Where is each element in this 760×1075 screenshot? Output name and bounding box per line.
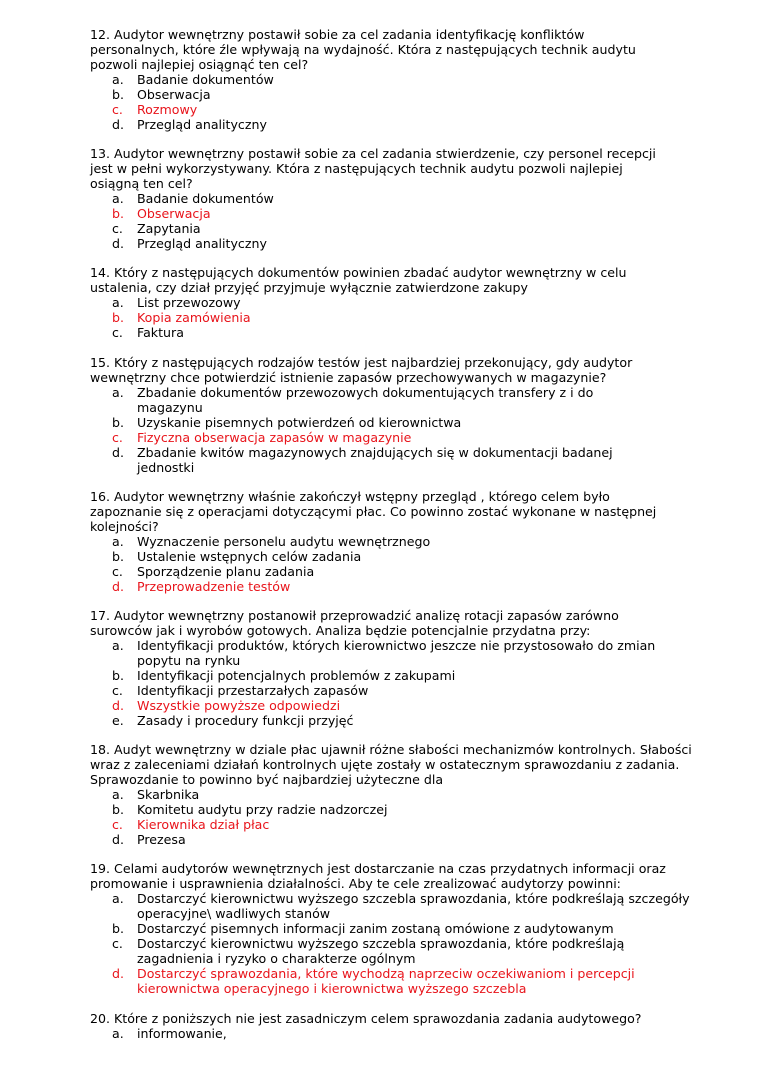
option-letter: b. xyxy=(112,921,124,937)
answer-option xyxy=(90,325,710,340)
option-text: Wyznaczenie personelu audytu wewnętrznego xyxy=(137,533,431,549)
answer-option xyxy=(90,1026,710,1041)
correct-answer-option xyxy=(90,817,710,832)
option-letter: d. xyxy=(112,117,124,132)
option-text: jednostki xyxy=(137,459,195,475)
question-text-line: surowców jak i wyrobów gotowych. Analiza będzie potencjalnie przydatna przy: xyxy=(90,622,591,638)
correct-answer-option xyxy=(90,698,710,713)
question-text-line: kolejności? xyxy=(90,518,159,534)
question-text-line: personalnych, które źle wpływają na wydajność. Która z następujących technik audytu xyxy=(90,42,636,57)
option-text: Dostarczyć pisemnych informacji zanim zostaną omówione z audytowanym xyxy=(137,921,614,937)
answer-option xyxy=(90,683,710,698)
answer-options-list xyxy=(90,385,710,475)
option-letter: a. xyxy=(112,637,124,653)
option-text: Kierownika dział płac xyxy=(137,817,270,833)
option-text: Dostarczyć sprawozdania, które wychodzą naprzeciw oczekiwaniom i percepcji xyxy=(137,966,635,982)
option-letter: a. xyxy=(112,533,124,549)
option-text: popytu na rynku xyxy=(137,652,241,668)
document-page xyxy=(90,27,710,1055)
question-text-line: Sprawozdanie to powinno być najbardziej użyteczne dla xyxy=(90,772,444,788)
question-text-line: 20. Które z poniższych nie jest zasadniczym celem sprawozdania zadania audytowego? xyxy=(90,1010,642,1026)
answer-option xyxy=(90,653,710,668)
answer-option xyxy=(90,668,710,683)
option-letter: b. xyxy=(112,206,124,222)
answer-options-list xyxy=(90,295,710,340)
option-text: Faktura xyxy=(137,325,184,341)
question-text-line: ustalenia, czy dział przyjęć przyjmuje wyłącznie zatwierdzone zakupy xyxy=(90,280,528,296)
correct-answer-option xyxy=(90,310,710,325)
question-block xyxy=(90,146,710,251)
option-letter: a. xyxy=(112,295,124,311)
option-letter: c. xyxy=(112,682,123,698)
answer-option xyxy=(90,72,710,87)
question-text-line: zapoznanie się z operacjami dotyczącymi płac. Co powinno zostać wykonane w następnej xyxy=(90,503,657,519)
question-block xyxy=(90,355,710,475)
question-block xyxy=(90,265,710,340)
option-letter: d. xyxy=(112,236,124,252)
question-text-line: 16. Audytor wewnętrzny właśnie zakończył wstępny przegląd , którego celem było xyxy=(90,488,610,504)
option-letter: c. xyxy=(112,936,123,952)
answer-options-list xyxy=(90,534,710,594)
option-letter: c. xyxy=(112,817,123,833)
option-text: Identyfikacji produktów, których kierownictwo jeszcze nie przystosowało do zmian xyxy=(137,637,656,653)
option-letter: d. xyxy=(112,966,124,982)
answer-option xyxy=(90,87,710,102)
option-text: List przewozowy xyxy=(137,295,241,311)
answer-options-list xyxy=(90,787,710,847)
answer-option xyxy=(90,400,710,415)
answer-option xyxy=(90,415,710,430)
answer-option xyxy=(90,906,710,921)
option-letter: d. xyxy=(112,444,124,460)
answer-option xyxy=(90,638,710,653)
option-letter: b. xyxy=(112,414,124,430)
answer-option xyxy=(90,936,710,951)
option-text: Sporządzenie planu zadania xyxy=(137,563,315,579)
answer-option xyxy=(90,460,710,475)
question-text-line: 17. Audytor wewnętrzny postanowił przeprowadzić analizę rotacji zapasów zarówno xyxy=(90,607,619,623)
option-text: Obserwacja xyxy=(137,206,211,222)
option-text: Fizyczna obserwacja zapasów w magazynie xyxy=(137,429,412,445)
option-letter: e. xyxy=(112,712,124,728)
option-letter: c. xyxy=(112,102,123,117)
option-letter: a. xyxy=(112,787,124,803)
option-letter: a. xyxy=(112,72,124,87)
option-text: Zasady i procedury funkcji przyjęć xyxy=(137,712,354,728)
answer-options-list xyxy=(90,1026,710,1041)
option-letter: c. xyxy=(112,429,123,445)
option-letter: c. xyxy=(112,563,123,579)
question-text-line: 13. Audytor wewnętrzny postawił sobie za cel zadania stwierdzenie, czy personel recepcji xyxy=(90,146,656,162)
answer-option xyxy=(90,445,710,460)
answer-option xyxy=(90,787,710,802)
question-block xyxy=(90,1011,710,1041)
option-text: Wszystkie powyższe odpowiedzi xyxy=(137,697,341,713)
option-letter: d. xyxy=(112,832,124,848)
question-text-line: 14. Który z następujących dokumentów powinien zbadać audytor wewnętrzny w celu xyxy=(90,265,627,281)
option-text: operacyjne\ wadliwych stanów xyxy=(137,906,331,922)
option-letter: b. xyxy=(112,310,124,326)
option-text: Skarbnika xyxy=(137,787,200,803)
option-text: Zbadanie dokumentów przewozowych dokumentujących transfery z i do xyxy=(137,384,594,400)
option-text: Przegląd analityczny xyxy=(137,117,267,132)
option-text: kierownictwa operacyjnego i kierownictwa wyższego szczebla xyxy=(137,981,527,997)
answer-option xyxy=(90,191,710,206)
option-letter: a. xyxy=(112,384,124,400)
option-text: Uzyskanie pisemnych potwierdzeń od kierownictwa xyxy=(137,414,462,430)
answer-option xyxy=(90,921,710,936)
correct-answer-option xyxy=(90,981,710,996)
option-text: Rozmowy xyxy=(137,102,198,117)
answer-option xyxy=(90,549,710,564)
answer-option xyxy=(90,832,710,847)
answer-options-list xyxy=(90,891,710,996)
option-letter: a. xyxy=(112,191,124,207)
correct-answer-option xyxy=(90,430,710,445)
answer-option xyxy=(90,295,710,310)
option-text: Badanie dokumentów xyxy=(137,72,274,87)
option-text: Identyfikacji przestarzałych zapasów xyxy=(137,682,369,698)
option-text: Dostarczyć kierownictwu wyższego szczebla sprawozdania, które podkreślają szczegóły xyxy=(137,891,690,907)
question-text-line: 19. Celami audytorów wewnętrznych jest dostarczanie na czas przydatnych informacji oraz xyxy=(90,861,666,877)
answer-option xyxy=(90,221,710,236)
option-letter: a. xyxy=(112,891,124,907)
answer-option xyxy=(90,951,710,966)
option-text: Przeprowadzenie testów xyxy=(137,578,291,594)
option-letter: d. xyxy=(112,578,124,594)
option-text: Przegląd analityczny xyxy=(137,236,267,252)
question-block xyxy=(90,27,710,132)
answer-option xyxy=(90,564,710,579)
correct-answer-option xyxy=(90,966,710,981)
answer-option xyxy=(90,713,710,728)
answer-options-list xyxy=(90,638,710,728)
option-letter: c. xyxy=(112,325,123,341)
option-text: Zapytania xyxy=(137,221,201,237)
question-block xyxy=(90,861,710,996)
option-text: informowanie, xyxy=(137,1025,227,1041)
option-letter: c. xyxy=(112,221,123,237)
question-text-line: 15. Który z następujących rodzajów testów jest najbardziej przekonujący, gdy audytor xyxy=(90,354,633,370)
option-text: magazynu xyxy=(137,399,203,415)
correct-answer-option xyxy=(90,206,710,221)
answer-option xyxy=(90,891,710,906)
option-letter: d. xyxy=(112,697,124,713)
option-letter: b. xyxy=(112,667,124,683)
question-block xyxy=(90,742,710,847)
question-text-line: 18. Audyt wewnętrzny w dziale płac ujawnił różne słabości mechanizmów kontrolnych. Słabości xyxy=(90,742,692,758)
question-text-line: 12. Audytor wewnętrzny postawił sobie za cel zadania identyfikację konfliktów xyxy=(90,27,585,42)
question-text-line: jest w pełni wykorzystywany. Która z następujących technik audytu pozwoli najlepiej xyxy=(90,161,623,177)
option-text: zagadnienia i ryzyko o charakterze ogólnym xyxy=(137,951,416,967)
answer-option xyxy=(90,385,710,400)
option-text: Zbadanie kwitów magazynowych znajdujących się w dokumentacji badanej xyxy=(137,444,613,460)
question-block xyxy=(90,489,710,594)
answer-options-list xyxy=(90,72,710,132)
option-text: Dostarczyć kierownictwu wyższego szczebla sprawozdania, które podkreślają xyxy=(137,936,625,952)
question-text-line: pozwoli najlepiej osiągnąć ten cel? xyxy=(90,57,309,72)
option-text: Prezesa xyxy=(137,832,186,848)
answer-option xyxy=(90,802,710,817)
option-letter: b. xyxy=(112,548,124,564)
option-text: Ustalenie wstępnych celów zadania xyxy=(137,548,362,564)
question-text-line: wraz z zaleceniami działań kontrolnych ujęte zostały w ostatecznym sprawozdaniu z zadania. xyxy=(90,757,680,773)
option-letter: a. xyxy=(112,1025,124,1041)
option-text: Obserwacja xyxy=(137,87,211,102)
option-text: Komitetu audytu przy radzie nadzorczej xyxy=(137,802,388,818)
option-letter: b. xyxy=(112,802,124,818)
option-letter: b. xyxy=(112,87,124,102)
option-text: Kopia zamówienia xyxy=(137,310,251,326)
answer-option xyxy=(90,117,710,132)
correct-answer-option xyxy=(90,102,710,117)
option-text: Identyfikacji potencjalnych problemów z zakupami xyxy=(137,667,456,683)
answer-option xyxy=(90,236,710,251)
question-text-line: wewnętrzny chce potwierdzić istnienie zapasów przechowywanych w magazynie? xyxy=(90,369,607,385)
option-text: Badanie dokumentów xyxy=(137,191,274,207)
question-text-line: promowanie i usprawnienia działalności. Aby te cele zrealizować audytorzy powinni: xyxy=(90,876,621,892)
answer-option xyxy=(90,534,710,549)
question-block xyxy=(90,608,710,728)
question-text-line: osiągną ten cel? xyxy=(90,176,193,192)
correct-answer-option xyxy=(90,579,710,594)
answer-options-list xyxy=(90,191,710,251)
